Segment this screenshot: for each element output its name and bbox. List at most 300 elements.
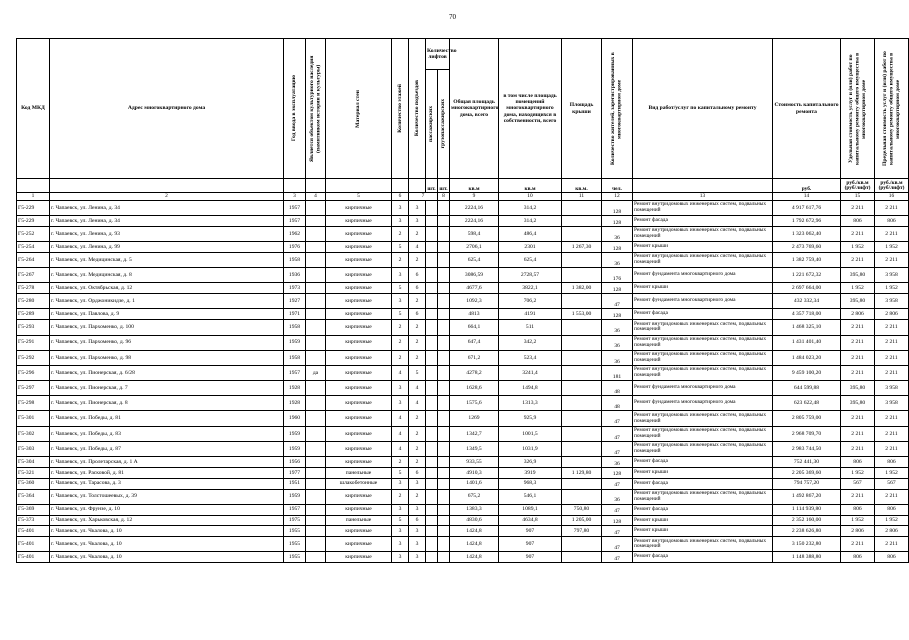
column-number: 14 <box>773 193 841 201</box>
cell-year: 1951 <box>284 478 306 489</box>
cell-max-cost: 2 211 <box>875 227 909 242</box>
cell-entrances: 6 <box>409 283 426 294</box>
cell-code: Г5-252 <box>17 227 50 242</box>
cell-work-type: Ремонт фасада <box>633 552 773 563</box>
cell-wall-material: кирпичные <box>326 396 392 411</box>
cell-year: 1959 <box>284 335 306 350</box>
cell-heritage <box>306 381 326 396</box>
cell-total-area: 1424,8 <box>450 526 499 537</box>
header-code: Код МКД <box>17 39 50 179</box>
cell-total-area: 1342,7 <box>450 426 499 441</box>
cell-wall-material: кирпичные <box>326 227 392 242</box>
cell-cost: 2 697 664,00 <box>773 283 841 294</box>
cell-total-area: 675,2 <box>450 489 499 504</box>
cell-entrances: 6 <box>409 515 426 526</box>
cell-max-cost: 2 211 <box>875 335 909 350</box>
cell-lifts-passenger <box>426 350 438 365</box>
cell-residents: 47 <box>602 441 633 456</box>
cell-total-area: 1383,3 <box>450 504 499 515</box>
cell-unit-cost: 1 952 <box>841 283 875 294</box>
cell-cost: 1 492 867,20 <box>773 489 841 504</box>
unit-lifts-freight: шт. <box>438 179 450 193</box>
cell-entrances: 2 <box>409 227 426 242</box>
cell-roof-area: 797,80 <box>562 526 602 537</box>
cell-wall-material: кирпичные <box>326 426 392 441</box>
column-number-row <box>17 193 909 201</box>
table-row <box>17 335 909 350</box>
cell-total-area: 625,4 <box>450 253 499 268</box>
cell-work-type: Ремонт фундамента многоквартирного дома <box>633 294 773 309</box>
cell-lifts-freight <box>438 552 450 563</box>
cell-lifts-passenger <box>426 467 438 478</box>
cell-work-type: Ремонт фундамента многоквартирного дома <box>633 396 773 411</box>
cell-lifts-freight <box>438 489 450 504</box>
cell-residents: 36 <box>602 335 633 350</box>
cell-cost: 752 441,30 <box>773 457 841 468</box>
cell-cost: 2 983 744,50 <box>773 441 841 456</box>
cell-max-cost: 806 <box>875 504 909 515</box>
cell-heritage <box>306 411 326 426</box>
cell-max-cost: 2 211 <box>875 537 909 552</box>
cell-lifts-passenger <box>426 457 438 468</box>
cell-address: г. Чапаевск, ул. Чкалова, д. 10 <box>50 552 284 563</box>
cell-total-area: 4910,3 <box>450 467 499 478</box>
cell-code: Г5-373 <box>17 515 50 526</box>
cell-owned-area: 486,4 <box>499 227 562 242</box>
cell-owned-area: 314,2 <box>499 216 562 227</box>
cell-lifts-passenger <box>426 504 438 515</box>
cell-roof-area <box>562 489 602 504</box>
cell-year: 1958 <box>284 253 306 268</box>
cell-work-type: Ремонт внутридомовых инженерных систем, подвальных помещений <box>633 365 773 380</box>
cell-cost: 4 917 617,76 <box>773 201 841 216</box>
cell-code: Г5-293 <box>17 320 50 335</box>
cell-lifts-passenger <box>426 537 438 552</box>
cell-floors: 3 <box>392 396 409 411</box>
cell-address: г. Чапаевск, ул. Павлова, д. 9 <box>50 309 284 320</box>
cell-owned-area: 907 <box>499 552 562 563</box>
cell-lifts-freight <box>438 537 450 552</box>
cell-wall-material: кирпичные <box>326 294 392 309</box>
cell-code: Г5-264 <box>17 253 50 268</box>
cell-year: 1962 <box>284 227 306 242</box>
cell-year: 1976 <box>284 242 306 253</box>
header-lifts-passenger: пассажирских <box>428 106 435 142</box>
table-row <box>17 350 909 365</box>
cell-total-area: 933,55 <box>450 457 499 468</box>
cell-wall-material: кирпичные <box>326 552 392 563</box>
cell-work-type: Ремонт фундамента многоквартирного дома <box>633 381 773 396</box>
cell-address: г. Чапаевск, ул. Ленина, д. 93 <box>50 227 284 242</box>
cell-work-type: Ремонт внутридомовых инженерных систем, подвальных помещений <box>633 426 773 441</box>
cell-unit-cost: 1 952 <box>841 242 875 253</box>
cell-lifts-passenger <box>426 216 438 227</box>
column-number: 11 <box>562 193 602 201</box>
cell-unit-cost: 806 <box>841 457 875 468</box>
cell-lifts-passenger <box>426 552 438 563</box>
cell-unit-cost: 1 952 <box>841 467 875 478</box>
cell-residents: 36 <box>602 489 633 504</box>
table-row <box>17 467 909 478</box>
cell-unit-cost: 806 <box>841 216 875 227</box>
cell-address: г. Чапаевск, ул. Пархоменко, д. 96 <box>50 335 284 350</box>
cell-lifts-passenger <box>426 268 438 283</box>
cell-year: 1957 <box>284 216 306 227</box>
cell-lifts-freight <box>438 283 450 294</box>
cell-unit-cost: 567 <box>841 478 875 489</box>
cell-lifts-freight <box>438 515 450 526</box>
cell-year: 1958 <box>284 350 306 365</box>
header-unit-cost: Удельная стоимость услуг и (или) работ по капитальному ремонту общего имущества в многоквартирном доме <box>847 52 867 165</box>
cell-unit-cost: 2 806 <box>841 526 875 537</box>
cell-cost: 1 468 325,10 <box>773 320 841 335</box>
column-number: 15 <box>841 193 875 201</box>
cell-floors: 2 <box>392 350 409 365</box>
cell-address: г. Чапаевск, ул. Расковой, д. 81 <box>50 467 284 478</box>
cell-roof-area <box>562 396 602 411</box>
cell-work-type: Ремонт крыши <box>633 467 773 478</box>
cell-lifts-passenger <box>426 489 438 504</box>
cell-year: 1973 <box>284 283 306 294</box>
cell-total-area: 664,1 <box>450 320 499 335</box>
cell-wall-material: кирпичные <box>326 201 392 216</box>
cell-residents: 128 <box>602 309 633 320</box>
table-row <box>17 537 909 552</box>
cell-total-area: 1092,3 <box>450 294 499 309</box>
cell-wall-material: кирпичные <box>326 268 392 283</box>
header-roof-area: Площадь крыши <box>562 39 602 179</box>
cell-wall-material: кирпичные <box>326 335 392 350</box>
cell-floors: 3 <box>392 381 409 396</box>
cell-code: Г5-267 <box>17 268 50 283</box>
header-lifts: Количество лифтов <box>426 39 450 70</box>
cell-lifts-freight <box>438 294 450 309</box>
cell-roof-area <box>562 411 602 426</box>
cell-heritage <box>306 253 326 268</box>
cell-address: г. Чапаевск, ул. Ленина, д. 34 <box>50 216 284 227</box>
cell-unit-cost: 2 211 <box>841 320 875 335</box>
cell-roof-area <box>562 294 602 309</box>
column-number: 2 <box>50 193 284 201</box>
cell-roof-area <box>562 253 602 268</box>
cell-total-area: 4278,2 <box>450 365 499 380</box>
cell-cost: 794 757,20 <box>773 478 841 489</box>
cell-unit-cost: 2 211 <box>841 537 875 552</box>
table-row <box>17 526 909 537</box>
table-row <box>17 253 909 268</box>
cell-owned-area: 968,3 <box>499 478 562 489</box>
cell-residents: 176 <box>602 268 633 283</box>
cell-work-type: Ремонт фасада <box>633 504 773 515</box>
cell-entrances: 3 <box>409 201 426 216</box>
cell-work-type: Ремонт внутридомовых инженерных систем, подвальных помещений <box>633 537 773 552</box>
cell-lifts-freight <box>438 335 450 350</box>
cell-work-type: Ремонт крыши <box>633 283 773 294</box>
cell-heritage <box>306 457 326 468</box>
cell-total-area: 1401,6 <box>450 478 499 489</box>
cell-unit-cost: 2 211 <box>841 350 875 365</box>
cell-wall-material: кирпичные <box>326 350 392 365</box>
cell-work-type: Ремонт внутридомовых инженерных систем, подвальных помещений <box>633 489 773 504</box>
cell-residents: 47 <box>602 426 633 441</box>
table-row <box>17 242 909 253</box>
cell-cost: 4 357 718,00 <box>773 309 841 320</box>
cell-roof-area <box>562 268 602 283</box>
cell-floors: 3 <box>392 216 409 227</box>
cell-owned-area: 4634,8 <box>499 515 562 526</box>
cell-heritage <box>306 335 326 350</box>
cell-lifts-passenger <box>426 526 438 537</box>
cell-work-type: Ремонт фундамента многоквартирного дома <box>633 268 773 283</box>
cell-lifts-freight <box>438 216 450 227</box>
cell-max-cost: 3 958 <box>875 381 909 396</box>
cell-wall-material: шлакобетонные <box>326 478 392 489</box>
cell-total-area: 2706,1 <box>450 242 499 253</box>
cell-owned-area: 546,1 <box>499 489 562 504</box>
cell-owned-area: 523,4 <box>499 350 562 365</box>
cell-lifts-passenger <box>426 320 438 335</box>
cell-roof-area <box>562 320 602 335</box>
cell-work-type: Ремонт фасада <box>633 216 773 227</box>
cell-cost: 3 150 232,80 <box>773 537 841 552</box>
cell-unit-cost: 1 952 <box>841 515 875 526</box>
table-row <box>17 294 909 309</box>
cell-entrances: 6 <box>409 309 426 320</box>
cell-lifts-freight <box>438 457 450 468</box>
cell-heritage <box>306 467 326 478</box>
cell-roof-area: 1 267,30 <box>562 242 602 253</box>
table-row <box>17 396 909 411</box>
cell-code: Г5-278 <box>17 283 50 294</box>
cell-code: Г5-254 <box>17 242 50 253</box>
cell-owned-area: 3241,4 <box>499 365 562 380</box>
cell-residents: 36 <box>602 253 633 268</box>
page-number: 70 <box>449 13 456 21</box>
cell-year: 1955 <box>284 537 306 552</box>
cell-cost: 644 599,88 <box>773 381 841 396</box>
cell-heritage <box>306 320 326 335</box>
cell-cost: 2 968 709,70 <box>773 426 841 441</box>
cell-entrances: 3 <box>409 504 426 515</box>
cell-owned-area: 706,2 <box>499 294 562 309</box>
cell-floors: 2 <box>392 253 409 268</box>
cell-owned-area: 925,9 <box>499 411 562 426</box>
cell-total-area: 4813 <box>450 309 499 320</box>
cell-wall-material: кирпичные <box>326 320 392 335</box>
cell-year: 1956 <box>284 457 306 468</box>
column-number: 3 <box>284 193 306 201</box>
cell-residents: 47 <box>602 552 633 563</box>
cell-year: 1936 <box>284 268 306 283</box>
cell-lifts-passenger <box>426 478 438 489</box>
cell-unit-cost: 806 <box>841 552 875 563</box>
cell-owned-area: 342,2 <box>499 335 562 350</box>
cell-total-area: 647,4 <box>450 335 499 350</box>
column-number: 1 <box>17 193 50 201</box>
table-row <box>17 504 909 515</box>
cell-roof-area <box>562 350 602 365</box>
cell-lifts-passenger <box>426 294 438 309</box>
cell-lifts-passenger <box>426 309 438 320</box>
cell-code: Г5-298 <box>17 396 50 411</box>
table-row <box>17 320 909 335</box>
cell-code: Г5-291 <box>17 335 50 350</box>
cell-wall-material: кирпичные <box>326 457 392 468</box>
cell-year: 1958 <box>284 320 306 335</box>
cell-unit-cost: 395,80 <box>841 396 875 411</box>
cell-lifts-passenger <box>426 365 438 380</box>
cell-unit-cost: 2 211 <box>841 253 875 268</box>
table-row <box>17 489 909 504</box>
cell-year: 1977 <box>284 467 306 478</box>
cell-max-cost: 2 211 <box>875 426 909 441</box>
cell-residents: 36 <box>602 350 633 365</box>
cell-heritage <box>306 426 326 441</box>
cell-cost: 2 473 769,60 <box>773 242 841 253</box>
cell-floors: 5 <box>392 515 409 526</box>
cell-code: Г5-229 <box>17 201 50 216</box>
cell-entrances: 6 <box>409 467 426 478</box>
unit-unit-cost: руб./кв.м (руб/лифт) <box>841 179 875 193</box>
cell-owned-area: 907 <box>499 537 562 552</box>
cell-residents: 47 <box>602 478 633 489</box>
header-lifts-freight: грузопассажирских <box>440 99 447 149</box>
cell-work-type: Ремонт внутридомовых инженерных систем, подвальных помещений <box>633 227 773 242</box>
cell-max-cost: 806 <box>875 216 909 227</box>
cell-wall-material: панельные <box>326 467 392 478</box>
cell-owned-area: 1031,9 <box>499 441 562 456</box>
cell-address: г. Чапаевск, ул. Ленина, д. 34 <box>50 201 284 216</box>
cell-lifts-freight <box>438 320 450 335</box>
header-residents: Количество жителей, зарегистрированных в многоквартирном доме <box>610 52 623 165</box>
cell-lifts-passenger <box>426 426 438 441</box>
cell-code: Г5-292 <box>17 350 50 365</box>
cell-lifts-passenger <box>426 283 438 294</box>
table-row <box>17 515 909 526</box>
unit-owned-area: кв.м <box>499 179 562 193</box>
table-row <box>17 216 909 227</box>
cell-address: г. Чапаевск, ул. Толстошеевых, д. 39 <box>50 489 284 504</box>
cell-work-type: Ремонт крыши <box>633 242 773 253</box>
cell-floors: 3 <box>392 537 409 552</box>
header-wall-material: Материал стен <box>355 89 362 128</box>
cell-address: г. Чапаевск, ул. Медицинская, д. 5 <box>50 253 284 268</box>
cell-code: Г5-401 <box>17 537 50 552</box>
cell-wall-material: кирпичные <box>326 242 392 253</box>
cell-work-type: Ремонт внутридомовых инженерных систем, подвальных помещений <box>633 320 773 335</box>
cell-total-area: 2224,16 <box>450 216 499 227</box>
cell-max-cost: 2 211 <box>875 411 909 426</box>
cell-cost: 1 431 401,40 <box>773 335 841 350</box>
cell-work-type: Ремонт фасада <box>633 309 773 320</box>
cell-owned-area: 4191 <box>499 309 562 320</box>
cell-heritage <box>306 515 326 526</box>
cell-roof-area: 1 553,00 <box>562 309 602 320</box>
cell-cost: 623 622,48 <box>773 396 841 411</box>
cell-wall-material: кирпичные <box>326 537 392 552</box>
cell-code: Г5-304 <box>17 457 50 468</box>
cell-address: г. Чапаевск, ул. Пионерская, д. 7 <box>50 381 284 396</box>
cell-floors: 2 <box>392 335 409 350</box>
cell-lifts-passenger <box>426 515 438 526</box>
cell-lifts-passenger <box>426 253 438 268</box>
cell-cost: 1 114 939,80 <box>773 504 841 515</box>
cell-entrances: 3 <box>409 552 426 563</box>
column-number: 6 <box>392 193 409 201</box>
cell-heritage <box>306 268 326 283</box>
cell-code: Г5-360 <box>17 478 50 489</box>
cell-code: Г5-289 <box>17 309 50 320</box>
cell-year: 1975 <box>284 515 306 526</box>
cell-floors: 2 <box>392 320 409 335</box>
cell-address: г. Чапаевск, ул. Медицинская, д. 8 <box>50 268 284 283</box>
cell-work-type: Ремонт внутридомовых инженерных систем, подвальных помещений <box>633 201 773 216</box>
cell-address: г. Чапаевск, ул. Победы, д. 87 <box>50 441 284 456</box>
cell-address: г. Чапаевск, ул. Чкалова, д. 10 <box>50 537 284 552</box>
cell-wall-material: панельные <box>326 515 392 526</box>
cell-lifts-passenger <box>426 335 438 350</box>
cell-floors: 5 <box>392 309 409 320</box>
cell-total-area: 671,2 <box>450 350 499 365</box>
cell-residents: 128 <box>602 216 633 227</box>
cell-entrances: 2 <box>409 441 426 456</box>
cell-owned-area: 326,9 <box>499 457 562 468</box>
cell-wall-material: кирпичные <box>326 411 392 426</box>
cell-lifts-passenger <box>426 242 438 253</box>
header-work-type: Вид работ/услуг по капитальному ремонту <box>633 39 773 179</box>
cell-year: 1959 <box>284 441 306 456</box>
cell-lifts-passenger <box>426 441 438 456</box>
cell-residents: 47 <box>602 504 633 515</box>
cell-entrances: 2 <box>409 253 426 268</box>
cell-address: г. Чапаевск, ул. Харьковская, д. 12 <box>50 515 284 526</box>
cell-wall-material: кирпичные <box>326 253 392 268</box>
unit-roof-area: кв.м. <box>562 179 602 193</box>
cell-max-cost: 3 958 <box>875 396 909 411</box>
cell-floors: 2 <box>392 227 409 242</box>
cell-address: г. Чапаевск, ул. Победы, д. 81 <box>50 411 284 426</box>
cell-work-type: Ремонт внутридомовых инженерных систем, подвальных помещений <box>633 253 773 268</box>
column-number: 4 <box>306 193 326 201</box>
cell-wall-material: кирпичные <box>326 489 392 504</box>
cell-lifts-freight <box>438 441 450 456</box>
cell-work-type: Ремонт внутридомовых инженерных систем, подвальных помещений <box>633 411 773 426</box>
column-number: 9 <box>450 193 499 201</box>
cell-year: 1955 <box>284 552 306 563</box>
cell-wall-material: кирпичные <box>326 216 392 227</box>
cell-lifts-passenger <box>426 411 438 426</box>
unit-total-area: кв.м <box>450 179 499 193</box>
capital-repair-table <box>16 38 909 563</box>
cell-code: Г5-303 <box>17 441 50 456</box>
header-cost: Стоимость капитального ремонта <box>773 39 841 179</box>
cell-code: Г5-280 <box>17 294 50 309</box>
cell-code: Г5-301 <box>17 411 50 426</box>
cell-cost: 1 148 388,80 <box>773 552 841 563</box>
cell-floors: 3 <box>392 526 409 537</box>
cell-heritage <box>306 526 326 537</box>
cell-unit-cost: 2 806 <box>841 309 875 320</box>
cell-lifts-freight <box>438 350 450 365</box>
cell-owned-area: 907 <box>499 526 562 537</box>
cell-heritage <box>306 504 326 515</box>
cell-entrances: 4 <box>409 242 426 253</box>
cell-work-type: Ремонт фасада <box>633 478 773 489</box>
cell-unit-cost: 806 <box>841 504 875 515</box>
cell-max-cost: 2 211 <box>875 320 909 335</box>
cell-floors: 4 <box>392 426 409 441</box>
cell-total-area: 2224,16 <box>450 201 499 216</box>
